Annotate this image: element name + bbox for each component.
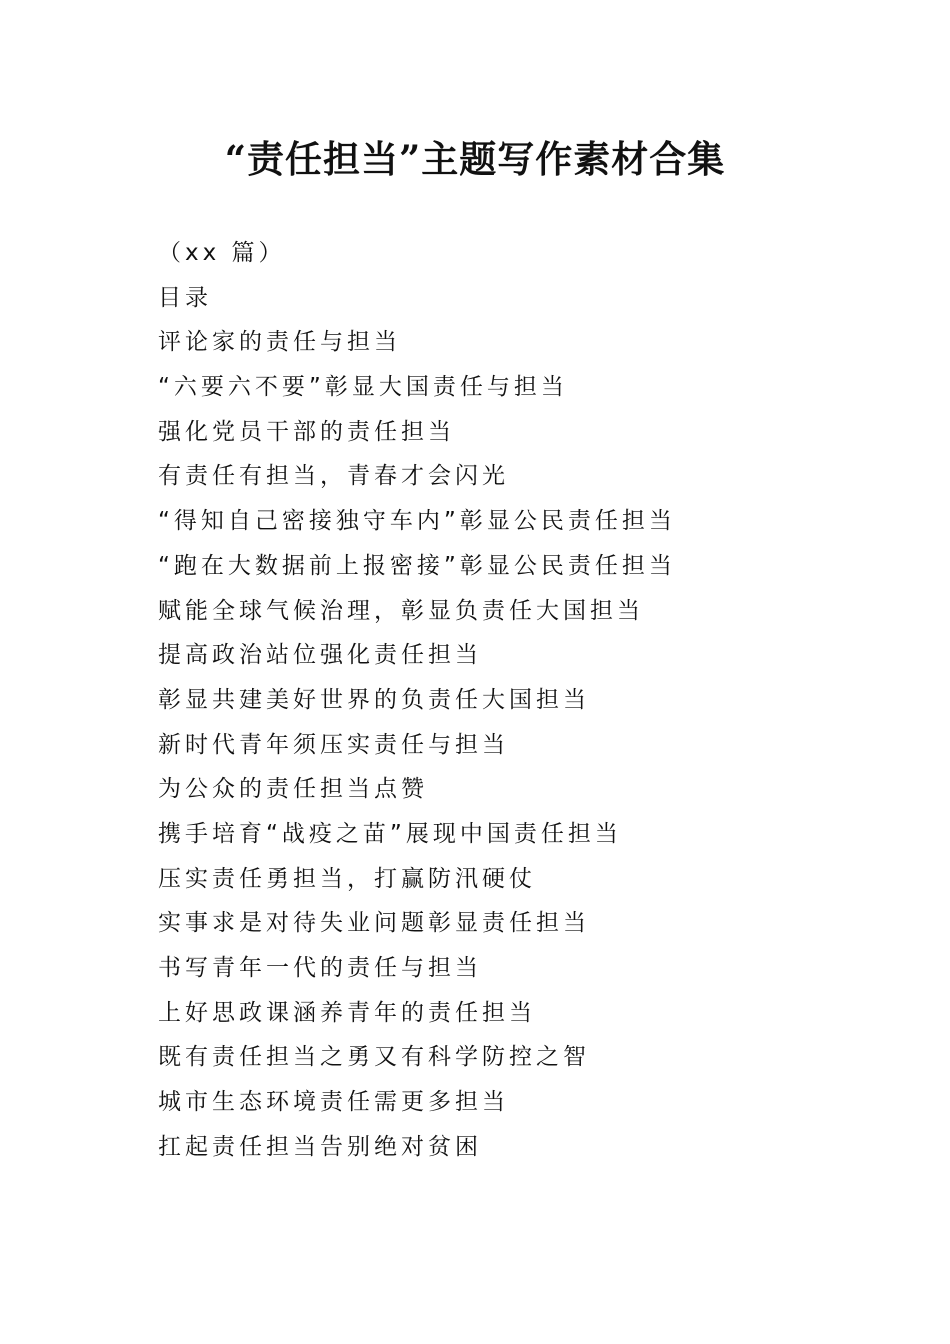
toc-item: “得知自己密接独守车内”彰显公民责任担当 — [158, 508, 676, 535]
toc-item: 彰显共建美好世界的负责任大国担当 — [158, 686, 590, 713]
toc-heading: 目录 — [158, 284, 212, 311]
toc-item: 既有责任担当之勇又有科学防控之智 — [158, 1044, 590, 1071]
toc-item: 提高政治站位强化责任担当 — [158, 642, 482, 669]
toc-item: 扛起责任担当告别绝对贫困 — [158, 1133, 482, 1160]
toc-item: 为公众的责任担当点赞 — [158, 776, 428, 803]
toc-item: 压实责任勇担当，打赢防汛硬仗 — [158, 865, 536, 892]
toc-list — [158, 320, 858, 1169]
toc-item: 书写青年一代的责任与担当 — [158, 955, 482, 981]
toc-item: 评论家的责任与担当 — [158, 329, 401, 356]
toc-item: 携手培育“战疫之苗”展现中国责任担当 — [158, 820, 622, 847]
count-note: （xx 篇） — [158, 240, 286, 266]
toc-item: 上好思政课涵养青年的责任担当 — [158, 999, 536, 1026]
document-body — [158, 231, 858, 1169]
toc-item: 新时代青年须压实责任与担当 — [158, 731, 509, 758]
toc-item: “六要六不要”彰显大国责任与担当 — [158, 374, 568, 401]
toc-item: 实事求是对待失业问题彰显责任担当 — [158, 910, 590, 937]
toc-item: 赋能全球气候治理，彰显负责任大国担当 — [158, 597, 644, 624]
toc-item: “跑在大数据前上报密接”彰显公民责任担当 — [158, 552, 676, 579]
toc-item: 城市生态环境责任需更多担当 — [158, 1089, 509, 1116]
document-title: “责任担当”主题写作素材合集 — [224, 137, 726, 181]
toc-item: 强化党员干部的责任担当 — [158, 418, 455, 445]
toc-item: 有责任有担当，青春才会闪光 — [158, 463, 509, 490]
